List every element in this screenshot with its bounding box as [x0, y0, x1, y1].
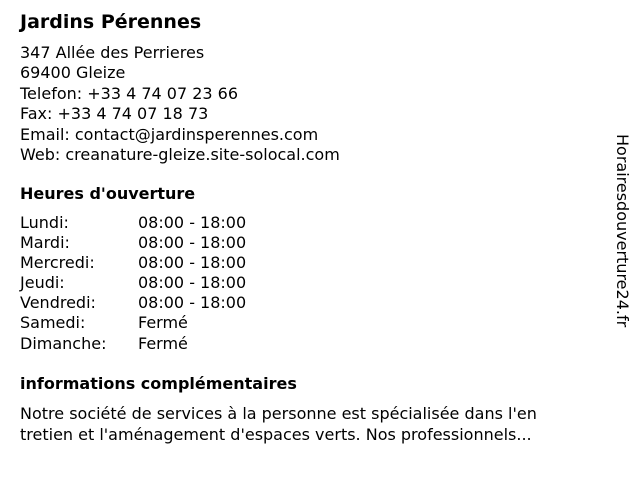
opening-hours-heading: Heures d'ouverture [20, 184, 196, 203]
address-city: 69400 Gleize [20, 63, 126, 83]
business-name: Jardins Pérennes [20, 11, 202, 33]
day-label: Dimanche: [20, 333, 107, 353]
additional-info-heading: informations complémentaires [20, 374, 297, 393]
day-label: Mardi: [20, 233, 70, 253]
time-value: 08:00 - 18:00 [138, 213, 247, 232]
day-label: Samedi: [20, 313, 86, 333]
day-label: Mercredi: [20, 253, 95, 273]
time-value: 08:00 - 18:00 [138, 273, 247, 293]
time-value: 08:00 - 18:00 [138, 253, 247, 273]
description-line: tretien et l'aménagement d'espaces verts. Nos professionnels... [20, 424, 532, 444]
website: Web: creanature-gleize.site-solocal.com [20, 145, 340, 165]
email-address: Email: contact@jardinsperennes.com [20, 124, 319, 144]
phone-number: Telefon: +33 4 74 07 23 66 [20, 83, 239, 103]
fax-number: Fax: +33 4 74 07 18 73 [20, 104, 209, 124]
time-value: Fermé [138, 313, 188, 333]
business-description [20, 404, 590, 445]
time-value: 08:00 - 18:00 [138, 233, 247, 253]
contact-block [20, 43, 340, 165]
address-street: 347 Allée des Perrieres [20, 43, 205, 62]
site-watermark-link[interactable]: Horairesdouverture24.fr [613, 134, 632, 328]
day-label: Vendredi: [20, 293, 96, 313]
time-value: Fermé [138, 333, 188, 353]
day-label: Jeudi: [20, 273, 65, 293]
description-line: Notre société de services à la personne est spécialisée dans l'en [20, 404, 537, 423]
day-label: Lundi: [20, 213, 69, 232]
time-value: 08:00 - 18:00 [138, 293, 247, 313]
